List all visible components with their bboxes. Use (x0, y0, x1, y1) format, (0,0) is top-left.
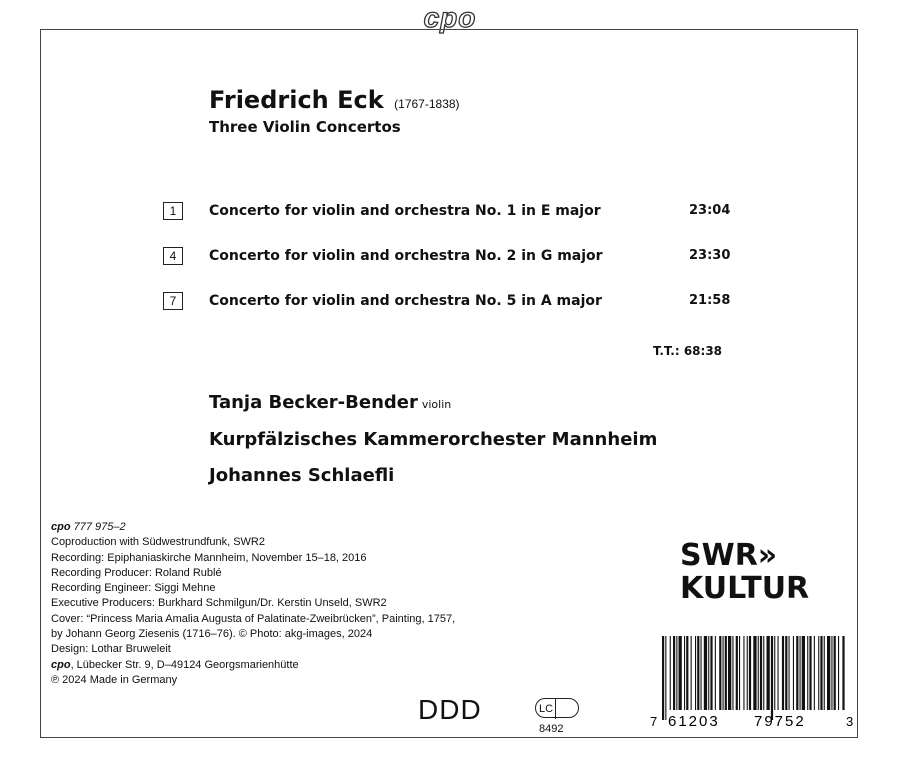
catalog-line (51, 520, 455, 535)
barcode-bar (807, 636, 808, 710)
barcode-group-right: 79752 (754, 713, 806, 729)
track-row (163, 202, 763, 224)
barcode-bar (758, 636, 759, 710)
swr-kultur-logo (680, 539, 809, 605)
credit-line: Executive Producers: Burkhard Schmilgun/Dr. Kerstin Unseld, SWR2 (51, 597, 387, 610)
credit-line: Cover: “Princess Maria Amalia Augusta of Palatinate-Zweibrücken”, Painting, 1757, (51, 612, 456, 625)
barcode-bar (743, 636, 744, 710)
performer-soloist (209, 392, 451, 413)
barcode-bar (686, 636, 688, 710)
barcode-bar (676, 636, 677, 710)
catalog-brand: cpo (51, 521, 71, 533)
track-row (163, 292, 763, 314)
barcode-bar (725, 636, 727, 710)
barcode-bar (771, 636, 773, 720)
barcode-bar (728, 636, 731, 710)
barcode-bar (793, 636, 794, 710)
barcode-bar (800, 636, 801, 710)
barcode-bar (834, 636, 836, 710)
address-text: , Lübecker Str. 9, D–49124 Georgsmarienhütte (70, 658, 299, 671)
swr-logo-line1: SWR» (680, 538, 778, 573)
barcode-bar (818, 636, 819, 710)
barcode-bar (704, 636, 707, 710)
track-number: 1 (163, 202, 183, 220)
credit-line: Design: Lothar Bruweleit (51, 643, 171, 656)
barcode-digit-start: 7 (650, 714, 658, 729)
barcode-bar (820, 636, 822, 710)
barcode-bar (695, 636, 696, 710)
barcode-bar (697, 636, 699, 710)
track-number: 7 (163, 292, 183, 310)
cpo-logo: cpo (423, 2, 477, 33)
swr-logo-line2: KULTUR (680, 571, 810, 606)
credit-line: Coproduction with Südwestrundfunk, SWR2 (51, 536, 265, 549)
credit-line: Recording: Epiphaniaskirche Mannheim, November 15–18, 2016 (51, 551, 367, 564)
barcode-bar (691, 636, 692, 710)
barcode-bar (708, 636, 709, 710)
ddd-format-mark: DDD (418, 694, 482, 725)
credits-block (51, 520, 455, 688)
composer-name: Friedrich Eck (209, 86, 384, 114)
track-time: 23:04 (689, 203, 731, 218)
album-subtitle: Three Violin Concertos (209, 118, 401, 136)
barcode-bar (732, 636, 733, 710)
barcode-bar (723, 636, 724, 710)
barcode-bar (719, 636, 721, 710)
performer-conductor (209, 465, 394, 486)
barcode-digit-end: 3 (846, 714, 854, 729)
barcode-bar (827, 636, 830, 710)
barcode-bar (842, 636, 844, 710)
barcode-bar (789, 636, 790, 710)
performer-orchestra (209, 429, 657, 450)
barcode-bar (739, 636, 740, 710)
address-brand: cpo (51, 658, 71, 671)
barcode-bar (782, 636, 784, 710)
track-title: Concerto for violin and orchestra No. 2 in G major (209, 248, 603, 264)
barcode-bar (662, 636, 664, 720)
credit-line: by Johann Georg Ziesenis (1716–76). © Photo: akg-images, 2024 (51, 628, 373, 641)
barcode-bar (673, 636, 675, 710)
credit-line: Recording Producer: Roland Rublé (51, 566, 222, 579)
barcode-bar (802, 636, 805, 710)
barcode-bar (670, 636, 671, 710)
barcode-bar (749, 636, 751, 710)
barcode-bar (710, 636, 712, 710)
barcode-bar (760, 636, 762, 710)
barcode-bar (809, 636, 811, 710)
barcode-bar (715, 636, 716, 710)
barcode-bar (785, 636, 787, 710)
barcode-bar (753, 636, 756, 710)
barcode-bar (831, 636, 832, 710)
composer-dates: (1767-1838) (394, 97, 460, 111)
barcode-icon (650, 634, 855, 729)
composer-heading (209, 86, 460, 114)
barcode-bar (665, 636, 666, 720)
performer-name: Kurpfälzisches Kammerorchester Mannheim (209, 429, 658, 450)
track-time: 23:30 (689, 248, 731, 263)
performer-name: Tanja Becker-Bender (209, 392, 418, 413)
barcode-bar (814, 636, 815, 710)
barcode-bar (747, 636, 748, 710)
address-line (51, 658, 455, 673)
track-title: Concerto for violin and orchestra No. 1 in E major (209, 203, 601, 219)
total-time: T.T.: 68:38 (653, 344, 723, 358)
track-time: 21:58 (689, 293, 731, 308)
credit-line: Recording Engineer: Siggi Mehne (51, 582, 216, 595)
track-title: Concerto for violin and orchestra No. 5 in A major (209, 293, 602, 309)
barcode-bar (824, 636, 825, 710)
barcode-bar (763, 636, 764, 710)
barcode-bar (736, 636, 738, 710)
barcode-bar (767, 636, 770, 710)
label-code-badge (535, 698, 579, 735)
performer-role: violin (421, 398, 452, 411)
barcode-bar (701, 636, 702, 710)
barcode-bar (679, 636, 682, 710)
barcode-bar (838, 636, 839, 710)
barcode-bar (774, 636, 775, 710)
track-row (163, 247, 763, 269)
catalog-number: 777 975–2 (70, 521, 126, 533)
track-number: 4 (163, 247, 183, 265)
label-code-prefix: LC (539, 699, 556, 719)
copyright-line: ℗ 2024 Made in Germany (51, 673, 178, 686)
performer-name: Johannes Schlaefli (209, 465, 395, 486)
barcode-bar (684, 636, 685, 710)
label-code-number: 8492 (539, 723, 564, 735)
barcode-group-left: 61203 (668, 713, 720, 729)
barcode-bar (778, 636, 779, 710)
barcode-bar (796, 636, 798, 710)
